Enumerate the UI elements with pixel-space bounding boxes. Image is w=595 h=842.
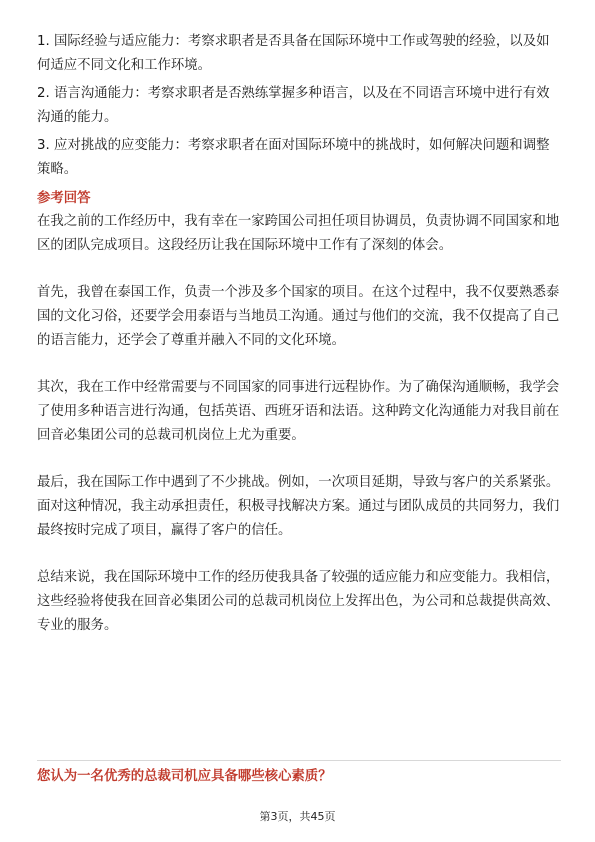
section-divider — [37, 760, 561, 761]
answer-heading: 参考回答 — [37, 191, 91, 206]
criterion-item: 3. 应对挑战的应变能力：考察求职者在面对国际环境中的挑战时，如何解决问题和调整策略。 — [37, 138, 550, 177]
answer-paragraph: 首先，我曾在泰国工作，负责一个涉及多个国家的项目。在这个过程中，我不仅要熟悉泰国的文化习俗，还要学会用泰语与当地员工沟通。通过与他们的交流，我不仅提高了自己的语言能力，还学会了尊重并融入不同的文化环境。 — [37, 285, 560, 348]
answer-paragraph: 在我之前的工作经历中，我有幸在一家跨国公司担任项目协调员，负责协调不同国家和地区的团队完成项目。这段经历让我在国际环境中工作有了深刻的体会。 — [37, 214, 560, 253]
answer-paragraph: 总结来说，我在国际环境中工作的经历使我具备了较强的适应能力和应变能力。我相信，这些经验将使我在回音必集团公司的总裁司机岗位上发挥出色，为公司和总裁提供高效、专业的服务。 — [37, 570, 560, 633]
answer-paragraph: 其次，我在工作中经常需要与不同国家的同事进行远程协作。为了确保沟通顺畅，我学会了使用多种语言进行沟通，包括英语、西班牙语和法语。这种跨文化沟通能力对我目前在回音必集团公司的总裁司机岗位上尤为重要。 — [37, 380, 560, 443]
criterion-item: 2. 语言沟通能力：考察求职者是否熟练掌握多种语言，以及在不同语言环境中进行有效沟通的能力。 — [37, 86, 550, 125]
criterion-item: 1. 国际经验与适应能力：考察求职者是否具备在国际环境中工作或驾驶的经验，以及如何适应不同文化和工作环境。 — [37, 34, 550, 73]
document-body — [37, 30, 561, 661]
page-number: 第3页，共45页 — [259, 810, 336, 823]
next-question-heading: 您认为一名优秀的总裁司机应具备哪些核心素质？ — [37, 769, 332, 784]
answer-paragraph: 最后，我在国际工作中遇到了不少挑战。例如，一次项目延期，导致与客户的关系紧张。面对这种情况，我主动承担责任，积极寻找解决方案。通过与团队成员的共同努力，我们最终按时完成了项目，赢得了客户的信任。 — [37, 475, 560, 538]
